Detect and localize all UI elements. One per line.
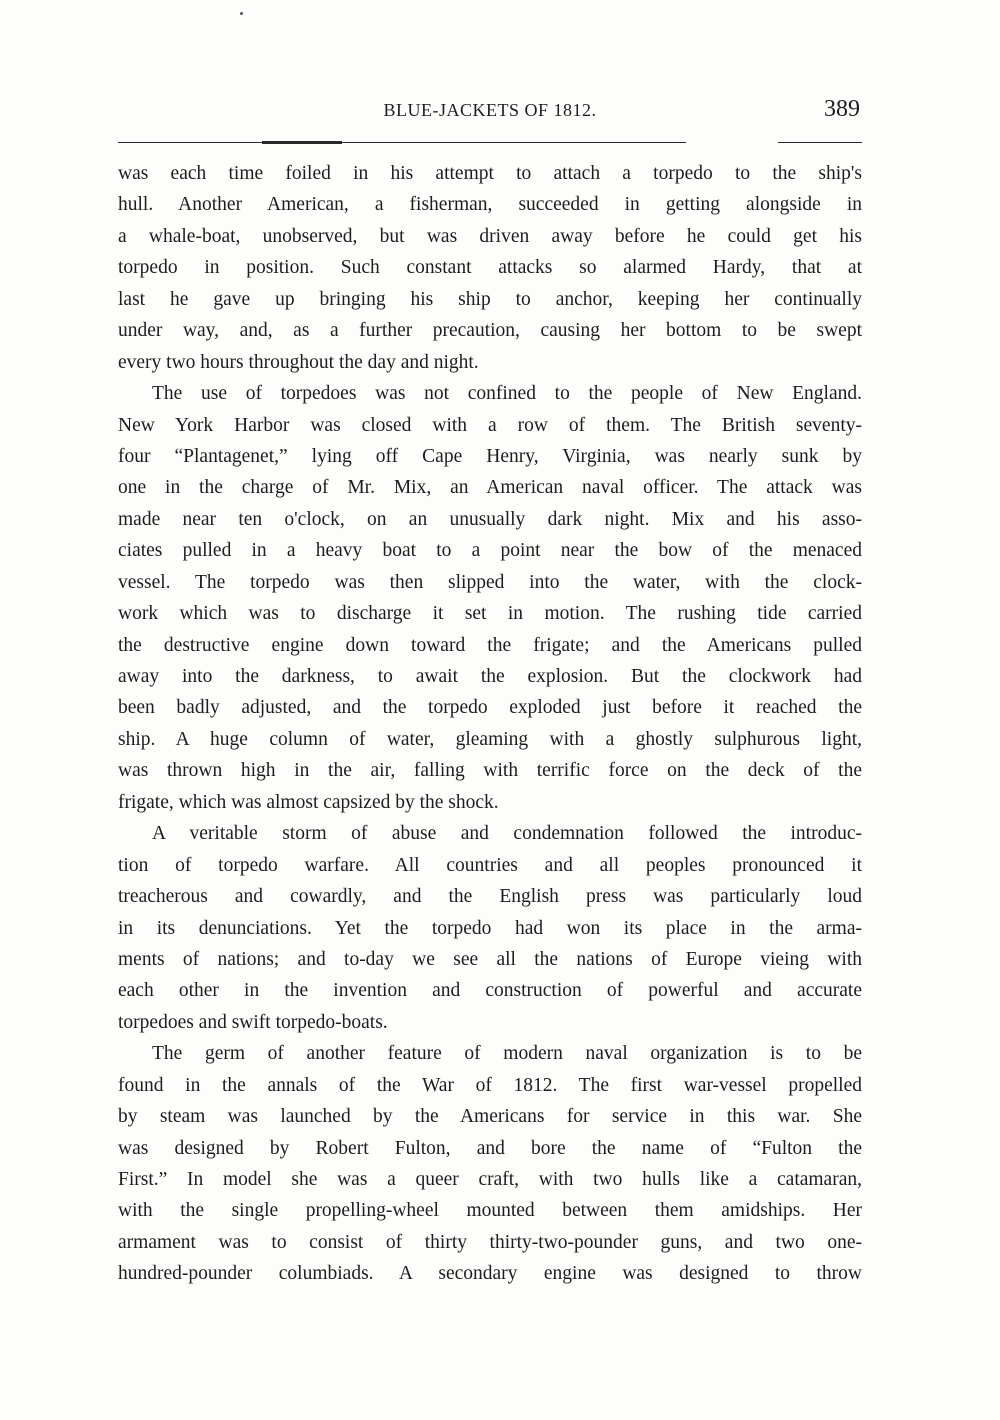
stray-ink-mark — [240, 12, 243, 15]
text-line: away into the darkness, to await the explosion. But the clockwork had — [118, 666, 862, 687]
text-line: every two hours throughout the day and night. — [118, 351, 479, 373]
paragraph — [118, 1038, 862, 1290]
body-text — [118, 158, 862, 1290]
text-line: torpedo in position. Such constant attacks so alarmed Hardy, that at — [118, 257, 862, 279]
text-line: ciates pulled in a heavy boat to a point near the bow of the menaced — [118, 540, 862, 562]
text-line: been badly adjusted, and the torpedo exploded just before it reached the — [118, 697, 862, 719]
text-line: by steam was launched by the Americans for service in this war. She — [118, 1106, 862, 1128]
page-number: 389 — [824, 96, 860, 122]
paragraph — [118, 818, 862, 1038]
text-line: four “Plantagenet,” lying off Cape Henry, Virginia, was nearly sunk by — [118, 445, 862, 467]
text-line: The germ of another feature of modern naval organization is to be — [152, 1043, 862, 1065]
text-line: A veritable storm of abuse and condemnation followed the introduc- — [152, 823, 862, 845]
text-line: was designed by Robert Fulton, and bore the name of “Fulton the — [118, 1137, 862, 1159]
text-line: ments of nations; and to-day we see all the nations of Europe vieing with — [118, 948, 862, 970]
text-line: in its denunciations. Yet the torpedo had won its place in the arma- — [118, 917, 862, 939]
header-rule-thick-segment — [262, 141, 342, 144]
text-line: one in the charge of Mr. Mix, an American naval officer. The attack was — [118, 477, 862, 499]
text-line: found in the annals of the War of 1812. The first war-vessel propelled — [118, 1074, 862, 1096]
header-rule-left — [118, 142, 686, 143]
text-line: under way, and, as a further precaution, causing her bottom to be swept — [118, 320, 862, 342]
text-line: vessel. The torpedo was then slipped into the water, with the clock- — [118, 571, 862, 593]
text-line: frigate, which was almost capsized by the shock. — [118, 791, 499, 813]
header-rule-right — [778, 142, 862, 143]
text-line: work which was to discharge it set in motion. The rushing tide carried — [118, 603, 862, 625]
text-line: First.” In model she was a queer craft, with two hulls like a catamaran, — [118, 1169, 862, 1190]
text-line: armament was to consist of thirty thirty-two-pounder guns, and two one- — [118, 1231, 862, 1253]
paragraph — [118, 158, 862, 378]
text-line: was thrown high in the air, falling with terrific force on the deck of the — [118, 760, 862, 782]
text-line: hull. Another American, a fisherman, succeeded in getting alongside in — [118, 194, 862, 216]
page-header — [118, 96, 862, 130]
text-line: ship. A huge column of water, gleaming with a ghostly sulphurous light, — [118, 728, 862, 750]
text-line: torpedoes and swift torpedo-boats. — [118, 1011, 388, 1033]
text-line: hundred-pounder columbiads. A secondary engine was designed to throw — [118, 1263, 862, 1285]
text-line: made near ten o'clock, on an unusually dark night. Mix and his asso- — [118, 508, 862, 530]
paragraph — [118, 378, 862, 818]
text-line: last he gave up bringing his ship to anchor, keeping her continually — [118, 288, 862, 310]
text-line: a whale-boat, unobserved, but was driven away before he could get his — [118, 225, 862, 247]
text-line: treacherous and cowardly, and the English press was particularly loud — [118, 886, 862, 908]
running-head: BLUE-JACKETS OF 1812. — [383, 100, 597, 120]
text-line: was each time foiled in his attempt to attach a torpedo to the ship's — [118, 163, 862, 184]
text-line: with the single propelling-wheel mounted between them amidships. Her — [118, 1200, 862, 1222]
text-line: the destructive engine down toward the frigate; and the Americans pulled — [118, 634, 862, 656]
text-line: New York Harbor was closed with a row of them. The British seventy- — [118, 414, 862, 436]
text-line: each other in the invention and construction of powerful and accurate — [118, 980, 862, 1002]
text-line: The use of torpedoes was not confined to the people of New England. — [152, 383, 862, 405]
text-line: tion of torpedo warfare. All countries and all peoples pronounced it — [118, 854, 862, 876]
